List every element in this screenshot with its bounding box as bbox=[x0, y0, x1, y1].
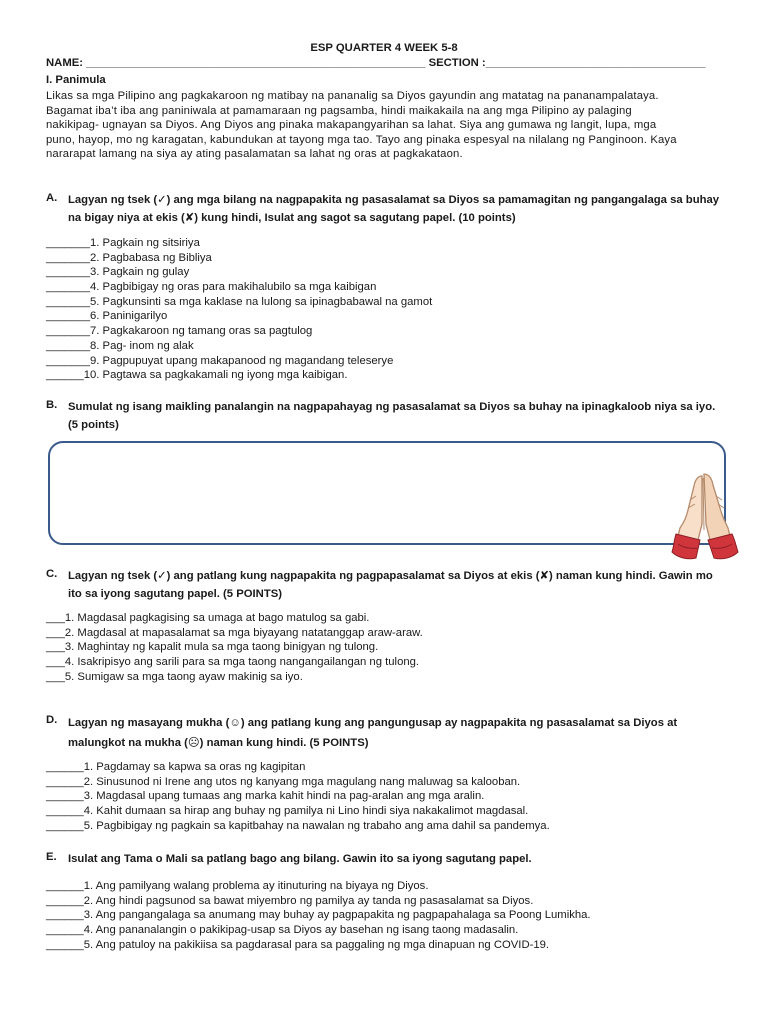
list-item: _______5. Pagkunsinti sa mga kaklase na lulong sa ipinagbabawal na gamot bbox=[46, 295, 433, 308]
list-item: ___2. Magdasal at mapasalamat sa mga biyayang natatanggap araw-araw. bbox=[46, 626, 423, 639]
list-item: ___5. Sumigaw sa mga taong ayaw makinig sa iyo. bbox=[46, 670, 303, 683]
list-item: _______3. Pagkain ng gulay bbox=[46, 266, 190, 279]
list-item: ______2. Ang hindi pagsunod sa bawat miyembro ng pamilya ay tanda ng pasasalamat sa Diyos. bbox=[46, 894, 534, 907]
list-item: ______5. Ang patuloy na pakikiisa sa pagdarasal para sa paggaling ng mga dinapuan ng COVID-19. bbox=[46, 938, 550, 951]
intro-heading: I. Panimula bbox=[46, 74, 106, 86]
section-text: Lagyan ng tsek (✓) ang mga bilang na nagpapakita ng pasasalamat sa Diyos sa pamamagitan ng pangangalaga sa buhay na bigay niya at ekis (✘) kung hindi, Isulat ang sagot sa sagutang papel. (10 points) bbox=[68, 194, 720, 224]
list-item: ______1. Pagdamay sa kapwa sa oras ng kagipitan bbox=[46, 761, 306, 773]
section-a-instruction bbox=[46, 191, 726, 227]
list-item: ______2. Sinusunod ni Irene ang utos ng kanyang mga magulang nang maluwag sa kalooban. bbox=[46, 775, 521, 788]
list-item: ______10. Pagtawa sa pagkakamali ng iyong mga kaibigan. bbox=[46, 369, 348, 382]
section-letter: B. bbox=[46, 399, 58, 411]
list-item: ______4. Kahit dumaan sa hirap ang buhay ng pamilya ni Lino hindi siya nakakalimot magdasal. bbox=[46, 805, 529, 818]
intro-line: nararapat lamang na siya ay ating pasalamatan sa lahat ng oras at pagkakataon. bbox=[46, 148, 463, 161]
list-item: ___4. Isakripisyo ang sarili para sa mga taong nangangailangan ng tulong. bbox=[46, 656, 420, 669]
section-text: Lagyan ng masayang mukha (☺) ang patlang kung ang pangungusap ay nagpapakita ng pasasalamat sa Diyos at malungkot na mukha (☹) naman kung hindi. (5 POINTS) bbox=[68, 717, 678, 749]
list-item: ______1. Ang pamilyang walang problema ay itinuturing na biyaya ng Diyos. bbox=[46, 880, 429, 892]
list-item: ___3. Maghintay ng kapalit mula sa mga taong binigyan ng tulong. bbox=[46, 641, 379, 654]
list-item: _______4. Pagbibigay ng oras para makihalubilo sa mga kaibigan bbox=[46, 281, 377, 294]
list-item: ___1. Magdasal pagkagising sa umaga at bago matulog sa gabi. bbox=[46, 612, 370, 624]
intro-line: nakikipag- ugnayan sa Diyos. Ang Diyos ang pinaka makapangyarihan sa lahat. Siya ang gumawa ng langit, lupa, mga bbox=[46, 119, 657, 132]
section-e-instruction bbox=[46, 850, 726, 868]
section-text: Sumulat ng isang maikling panalangin na nagpapahayag ng pasasalamat sa Diyos sa buhay na ipinagkaloob niya sa iyo. (5 points) bbox=[68, 401, 716, 431]
section-b-instruction bbox=[46, 398, 726, 434]
name-section-line: NAME: ______________________________________________________ SECTION :___________________________________ bbox=[46, 57, 706, 69]
section-text: Lagyan ng tsek (✓) ang patlang kung nagpapakita ng pagpapasalamat sa Diyos at ekis (✘) naman kung hindi. Gawin mo ito sa iyong sagutang papel. (5 POINTS) bbox=[68, 570, 713, 600]
section-c-instruction bbox=[46, 567, 726, 603]
section-d-items bbox=[46, 760, 726, 833]
list-item: _______8. Pag- inom ng alak bbox=[46, 339, 194, 352]
list-item: _______2. Pagbabasa ng Bibliya bbox=[46, 251, 212, 264]
list-item: ______3. Ang pangangalaga sa anumang may buhay ay pagpapakita ng pagpapahalaga sa Poong Lumikha. bbox=[46, 909, 591, 922]
intro-line: puno, hayop, mo ng karagatan, kabundukan at tayong mga tao. Tayo ang pinaka espesyal na nilalang ng Panginoon. Kaya bbox=[46, 133, 677, 146]
section-text: Isulat ang Tama o Mali sa patlang bago ang bilang. Gawin ito sa iyong sagutang papel. bbox=[68, 853, 532, 865]
list-item: ______5. Pagbibigay ng pagkain sa kapitbahay na nawalan ng trabaho ang ama dahil sa pandemya. bbox=[46, 819, 550, 832]
section-c-items bbox=[46, 611, 726, 684]
section-e-items bbox=[46, 879, 726, 952]
list-item: ______4. Ang pananalangin o pakikipag-usap sa Diyos ay basehan ng isang taong madasalin. bbox=[46, 924, 519, 937]
list-item: ______3. Magdasal upang tumaas ang marka kahit hindi na pag-aralan ang mga aralin. bbox=[46, 790, 485, 803]
worksheet-title: ESP QUARTER 4 WEEK 5-8 bbox=[310, 42, 458, 54]
list-item: _______7. Pagkakaroon ng tamang oras sa pagtulog bbox=[46, 325, 313, 338]
section-d-instruction bbox=[46, 713, 726, 753]
section-letter: D. bbox=[46, 714, 58, 726]
intro-line: Bagamat iba’t iba ang paniniwala at pamamaraan ng pagsamba, hindi maikakaila na ang mga Pilipino ay palaging bbox=[46, 104, 632, 117]
list-item: _______6. Paninigarilyo bbox=[46, 310, 168, 323]
section-letter: A. bbox=[46, 192, 58, 204]
list-item: _______9. Pagpupuyat upang makapanood ng magandang teleserye bbox=[46, 354, 394, 367]
section-a-items bbox=[46, 236, 726, 383]
intro-line: Likas sa mga Pilipino ang pagkakaroon ng matibay na pananalig sa Diyos gayundin ang matatag na pananampalataya. bbox=[46, 90, 659, 102]
intro-paragraph bbox=[46, 89, 721, 162]
section-letter: C. bbox=[46, 568, 58, 580]
list-item: _______1. Pagkain ng sitsiriya bbox=[46, 237, 200, 249]
section-letter: E. bbox=[46, 851, 57, 863]
prayer-answer-box[interactable] bbox=[48, 441, 726, 545]
praying-hands-icon bbox=[668, 470, 742, 566]
